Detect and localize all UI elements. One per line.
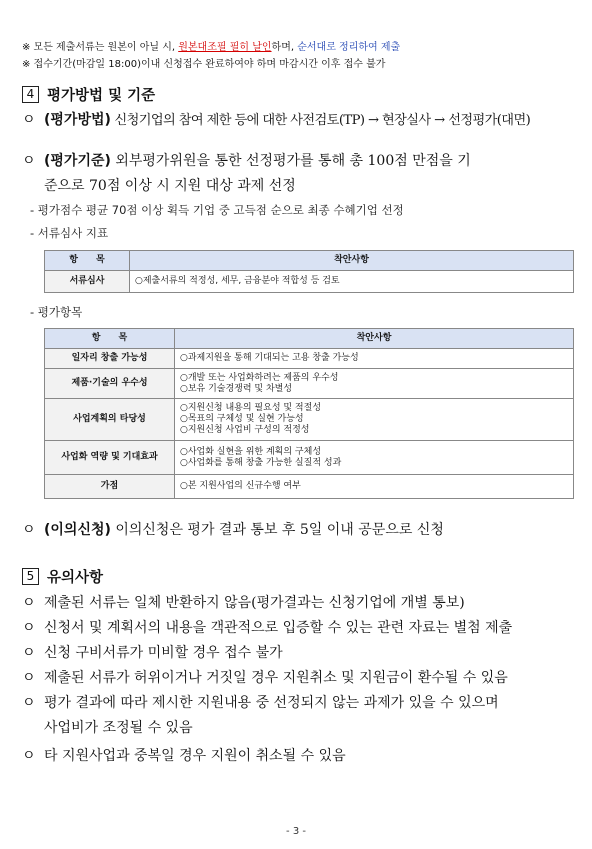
notice-item: ㅇ 제출된 서류는 일체 반환하지 않음(평가결과는 신청기업에 개별 통보) [22,595,465,611]
section-5-heading [22,566,103,587]
section-4-heading [22,84,155,105]
criteria-continuation: 준으로 70점 이상 시 지원 대상 과제 선정 [44,178,296,194]
notice-item: ㅇ 평가 결과에 따라 제시한 지원내용 중 선정되지 않는 과제가 있을 수 있으며 [22,695,499,711]
highlight-red: 원본대조필 필히 날인 [178,42,272,53]
notice-item-continuation: 사업비가 조정될 수 있음 [44,720,193,736]
doc-review-table [44,250,574,293]
notice-item: ㅇ 타 지원사업과 중복일 경우 지원이 취소될 수 있음 [22,748,346,764]
table-header-row: 항 목 착안사항 [45,329,574,349]
table-row: 가점 ○본 지원사업의 신규수행 여부 [45,475,574,499]
note-line-2: ※ 접수기간(마감일 18:00)이내 신청접수 완료하여야 하며 마감시간 이후 접수 불가 [22,59,386,70]
page-number: - 3 - [286,826,306,837]
section-title: 평가방법 및 기준 [47,88,156,104]
table-row: 일자리 창출 가능성 ○과제지원을 통해 기대되는 고용 창출 가능성 [45,349,574,369]
table-row: 사업화 역량 및 기대효과 ○사업화 실현을 위한 계획의 구체성 ○사업화를 통해 창출 가능한 실질적 성과 [45,441,574,475]
notice-item: ㅇ 신청 구비서류가 미비할 경우 접수 불가 [22,645,283,661]
highlight-blue: 순서대로 정리하여 제출 [297,42,401,53]
notice-item: ㅇ 제출된 서류가 허위이거나 거짓일 경우 지원취소 및 지원금이 환수될 수 있음 [22,670,508,686]
table-row: 사업계획의 타당성 ○지원신청 내용의 필요성 및 적절성 ○목표의 구체성 및 실현 가능성 ○지원신청 사업비 구성의 적정성 [45,399,574,441]
bullet-eval-method: ㅇ (평가방법) 신청기업의 참여 제한 등에 대한 사전검토(TP) → 현장실사 → 선정평가(대면) [22,112,531,128]
note-line-1: ※ 모든 제출서류는 원본이 아닐 시, 원본대조필 필히 날인하며, 순서대로 정리하여 제출 [22,42,401,53]
section-title: 유의사항 [47,570,104,586]
bullet-appeal: ㅇ (이의신청) 이의신청은 평가 결과 통보 후 5일 이내 공문으로 신청 [22,522,444,538]
table-row: 서류심사 ○제출서류의 적정성, 세무, 금융분야 적합성 등 검토 [45,271,574,293]
dash-line-2: - 서류심사 지표 [30,226,109,240]
section-number-box: 4 [22,86,39,103]
table-header-row: 항 목 착안사항 [45,251,574,271]
section-number-box: 5 [22,568,39,585]
dash-line-1: - 평가점수 평균 70점 이상 획득 기업 중 고득점 순으로 최종 수혜기업 선정 [30,203,404,217]
bullet-eval-criteria: ㅇ (평가기준) 외부평가위원을 통한 선정평가를 통해 총 100점 만점을 기 [22,153,471,169]
dash-line-3: - 평가항목 [30,305,83,319]
table-row: 제품·기술의 우수성 ○개발 또는 사업화하려는 제품의 우수성 ○보유 기술경쟁력 및 차별성 [45,369,574,399]
eval-items-table [44,328,574,499]
notice-item: ㅇ 신청서 및 계획서의 내용을 객관적으로 입증할 수 있는 관련 자료는 별첨 제출 [22,620,513,636]
